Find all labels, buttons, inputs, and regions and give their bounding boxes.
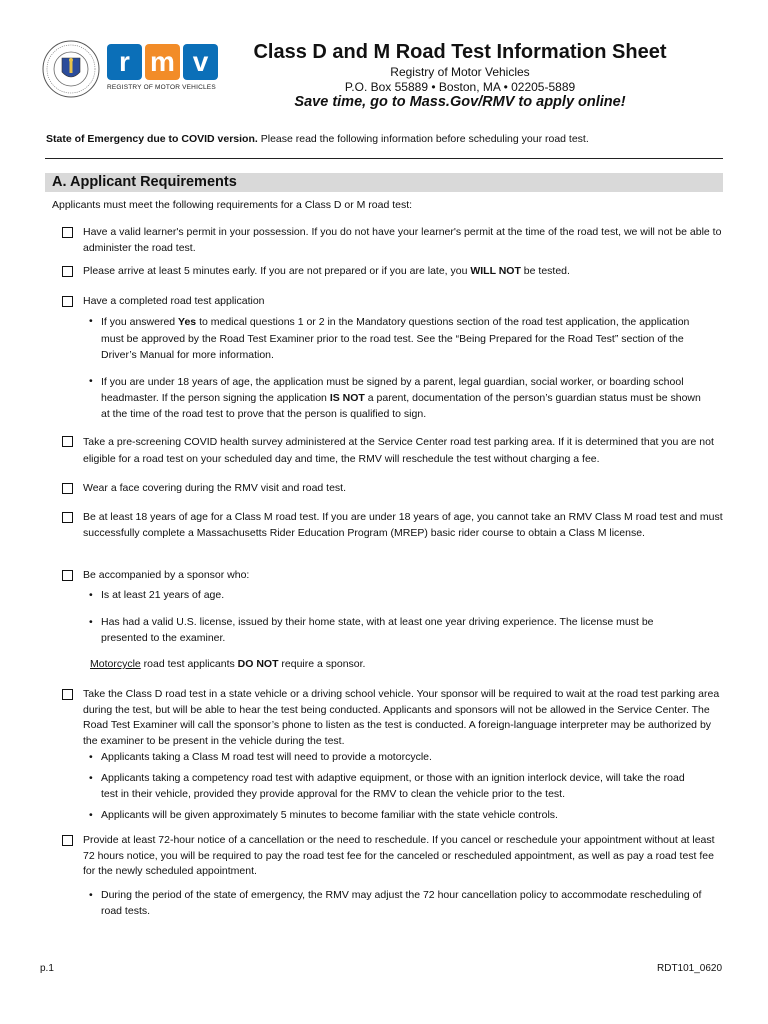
req-vehicle: Take the Class D road test in a state vehicle or a driving school vehicle. Your sponsor will be required to wait at the road test parking area during the test, but will be able to hear the test being conducted. Applicants and sponsors will not be allowed in the Service Center. The Road Test Examiner will call the sponsor’s phone to listen as the test is conducted. A foreign-language interpreter may be authorized by the examiner to be present in the vehicle during the test. — [83, 688, 720, 747]
app-bullet-medical — [101, 314, 703, 364]
notice-text: Please read the following information before scheduling your road test. — [257, 133, 589, 145]
req-arrive — [83, 264, 723, 280]
rmv-logo — [107, 44, 218, 80]
section-title: A. Applicant Requirements — [52, 174, 237, 190]
sponsor-bullet-age: Is at least 21 years of age. — [101, 589, 225, 601]
covid-notice — [46, 133, 589, 145]
app-b1-bold: Yes — [178, 316, 197, 328]
arrive-post: be tested. — [520, 265, 570, 277]
rmv-logo-m: m — [145, 44, 180, 80]
checkbox-icon — [62, 570, 73, 581]
rmv-logo-v: v — [183, 44, 218, 80]
vehicle-bullet-familiar: Applicants will be given approximately 5 minutes to become familiar with the state vehicle controls. — [101, 809, 558, 821]
app-b2-pre: If you are under 18 years of age, the application must be signed by a parent, legal guardian, social worker, or boarding school headmaster. If the person signing the application — [101, 376, 684, 404]
bullet-icon: • — [89, 315, 93, 327]
moto-mid: road test applicants — [140, 658, 238, 670]
app-b1-pre: If you answered — [101, 316, 179, 328]
massachusetts-seal-logo — [42, 40, 100, 98]
req-application: Have a completed road test application — [83, 295, 265, 307]
vehicle-bullet-motorcycle: Applicants taking a Class M road test will need to provide a motorcycle. — [101, 751, 432, 763]
form-code: RDT101_0620 — [657, 963, 723, 974]
notice-bold: State of Emergency due to COVID version. — [46, 133, 258, 145]
cancel-bullet-emergency: During the period of the state of emergency, the RMV may adjust the 72 hour cancellation policy to accommodate rescheduling of road tests. — [101, 889, 702, 917]
app-b1-post: to medical questions 1 or 2 in the Mandatory questions section of the road test application, the application must be approved by the Road Test Examiner prior to the road test. See the “Being Prepared for the Road Test” section of the Driver’s Manual for more information. — [101, 316, 690, 361]
rmv-logo-r: r — [107, 44, 142, 80]
app-b2-bold: IS NOT — [329, 392, 365, 404]
bullet-icon: • — [89, 809, 93, 821]
req-face-covering: Wear a face covering during the RMV visit and road test. — [83, 482, 347, 494]
checkbox-icon — [62, 835, 73, 846]
header-divider — [45, 158, 723, 159]
checkbox-icon — [62, 227, 73, 238]
checkbox-icon — [62, 483, 73, 494]
rmv-logo-subtitle: REGISTRY OF MOTOR VEHICLES — [107, 84, 216, 91]
vehicle-bullet-adaptive: Applicants taking a competency road test with adaptive equipment, or those with an ignition interlock device, will take the road test in their vehicle, provided they provide approval for the RMV to clean the vehicle prior to the test. — [101, 772, 685, 800]
agency-name: Registry of Motor Vehicles — [390, 65, 530, 79]
moto-underline: Motorcycle — [90, 658, 141, 670]
req-age: Be at least 18 years of age for a Class M road test. If you are under 18 years of age, you cannot take an RMV Class M road test and must successfully complete a Massachusetts Rider Education Program (MREP) basic rider course to obtain a Class M license. — [83, 511, 723, 539]
moto-bold: DO NOT — [237, 658, 279, 670]
bullet-icon: • — [89, 616, 93, 628]
bullet-icon: • — [89, 889, 93, 901]
section-intro: Applicants must meet the following requirements for a Class D or M road test: — [52, 199, 413, 211]
page-title: Class D and M Road Test Information Sheet — [253, 41, 667, 63]
req-covid-survey: Take a pre-screening COVID health survey administered at the Service Center road test parking area. If it is determined that you are not eligible for a road test on your scheduled day and time, the RMV will reschedule the test without charging a fee. — [83, 436, 714, 465]
checkbox-icon — [62, 436, 73, 447]
page-number: p.1 — [40, 963, 54, 974]
app-b2-post: a parent, documentation of the person’s guardian status must be shown at the time of the road test to prove that the person is qualified to sign. — [101, 392, 701, 420]
online-tagline: Save time, go to Mass.Gov/RMV to apply online! — [294, 94, 626, 110]
req-permit: Have a valid learner's permit in your possession. If you do not have your learner's permit at the time of the road test, we will not be able to administer the road test. — [83, 226, 722, 254]
agency-address: P.O. Box 55889 • Boston, MA • 02205-5889 — [344, 80, 576, 94]
checkbox-icon — [62, 266, 73, 277]
motorcycle-sponsor-note — [90, 657, 710, 673]
moto-post: require a sponsor. — [278, 658, 366, 670]
checkbox-icon — [62, 689, 73, 700]
bullet-icon: • — [89, 751, 93, 763]
arrive-bold: WILL NOT — [470, 265, 521, 277]
bullet-icon: • — [89, 589, 93, 601]
req-sponsor: Be accompanied by a sponsor who: — [83, 569, 250, 581]
arrive-pre: Please arrive at least 5 minutes early. If you are not prepared or if you are late, you — [83, 265, 471, 277]
sponsor-bullet-license: Has had a valid U.S. license, issued by their home state, with at least one year driving experience. The license must be presented to the examiner. — [101, 616, 654, 644]
checkbox-icon — [62, 512, 73, 523]
req-cancellation: Provide at least 72-hour notice of a cancellation or the need to reschedule. If you cancel or reschedule your appointment without at least 72 hours notice, you will be required to pay the road test fee for the canceled or rescheduled appointment, as well as pay a road test fee for the newly scheduled appointment. — [83, 834, 715, 877]
bullet-icon: • — [89, 772, 93, 784]
bullet-icon: • — [89, 375, 93, 387]
app-bullet-under18 — [101, 374, 707, 422]
checkbox-icon — [62, 296, 73, 307]
